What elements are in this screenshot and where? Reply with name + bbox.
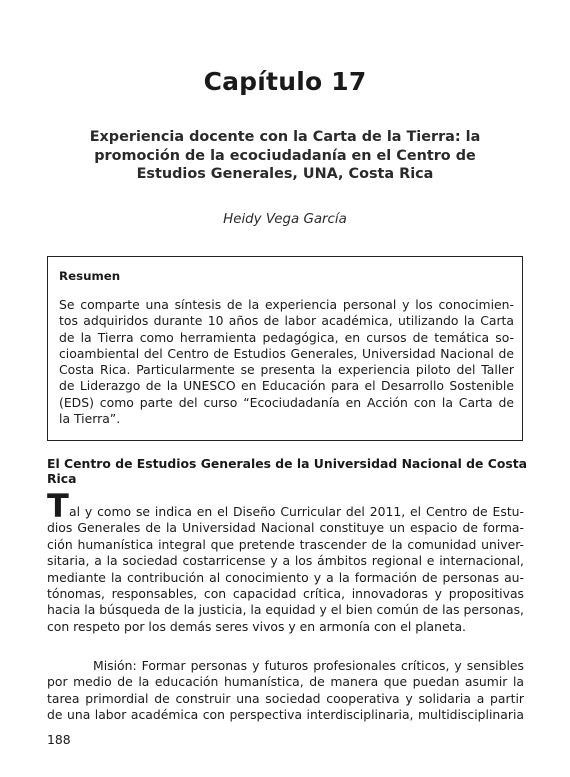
- page-number: 188: [47, 732, 71, 747]
- article-title: [40, 128, 530, 184]
- body-paragraph: [47, 658, 524, 724]
- paragraph-line: tarea primordial de construir una sociedad cooperativa y solidaria a partir: [47, 690, 524, 706]
- abstract-line: Costa Rica. Particularmente se presenta la experiencia piloto del Taller: [59, 362, 514, 378]
- paragraph-line: sitaria, a la sociedad costarricense y a los ámbitos regional e internacional,: [47, 553, 524, 569]
- abstract-line: cioambiental del Centro de Estudios Generales, Universidad Nacional de: [59, 345, 514, 361]
- abstract-text: [59, 297, 514, 427]
- paragraph-line: tónomas, responsables, con capacidad crítica, innovadoras y propositivas: [47, 586, 524, 602]
- paragraph-line: de una labor académica con perspectiva interdisciplinaria, multidisciplinaria: [47, 707, 524, 723]
- paragraph-line: al y como se indica en el Diseño Curricular del 2011, el Centro de Estu-: [69, 504, 524, 519]
- chapter-title: Capítulo 17: [203, 67, 367, 96]
- abstract-line: Se comparte una síntesis de la experiencia personal y los conocimien-: [59, 297, 514, 312]
- abstract-line: (EDS) como parte del curso “Ecociudadanía en Acción con la Carta de: [59, 394, 514, 410]
- article-title-line: Experiencia docente con la Carta de la Tierra: la: [89, 129, 481, 145]
- drop-cap: T: [47, 487, 69, 525]
- abstract-line: tos adquiridos durante 10 años de labor académica, utilizando la Carta: [59, 313, 514, 329]
- abstract-line: de Liderazgo de la UNESCO en Educación para el Desarrollo Sostenible: [59, 378, 514, 394]
- paragraph-line: dios Generales de la Universidad Nacional constituye un espacio de forma-: [47, 520, 524, 536]
- paragraph-line: con respeto por los demás seres vivos y en armonía con el planeta.: [47, 618, 466, 634]
- paragraph-line: ción humanística integral que pretende trascender de la comunidad univer-: [47, 536, 524, 552]
- article-title-line: Estudios Generales, UNA, Costa Rica: [136, 166, 434, 183]
- paragraph-line: Misión: Formar personas y futuros profesionales críticos, y sensibles: [93, 658, 524, 673]
- abstract-line: de la Tierra como herramienta pedagógica, en cursos de temática so-: [59, 329, 514, 345]
- abstract-line: la Tierra”.: [59, 411, 121, 427]
- section-heading-line: El Centro de Estudios Generales de la Universidad Nacional de Costa: [47, 456, 527, 471]
- paragraph-line: por medio de la educación humanística, de manera que puedan asumir la: [47, 674, 524, 690]
- section-heading: [47, 456, 527, 486]
- author-name: Heidy Vega García: [223, 212, 347, 227]
- abstract-heading: Resumen: [59, 269, 121, 283]
- paragraph-line: hacia la búsqueda de la justicia, la equidad y el bien común de las personas,: [47, 602, 524, 618]
- section-heading-line: Rica: [47, 471, 77, 486]
- abstract-box: [47, 256, 523, 441]
- body-paragraph: [47, 487, 524, 635]
- article-title-line: promoción de la ecociudadanía en el Centro de: [94, 147, 476, 164]
- paragraph-line: mediante la contribución al conocimiento y a la formación de personas au-: [47, 569, 524, 585]
